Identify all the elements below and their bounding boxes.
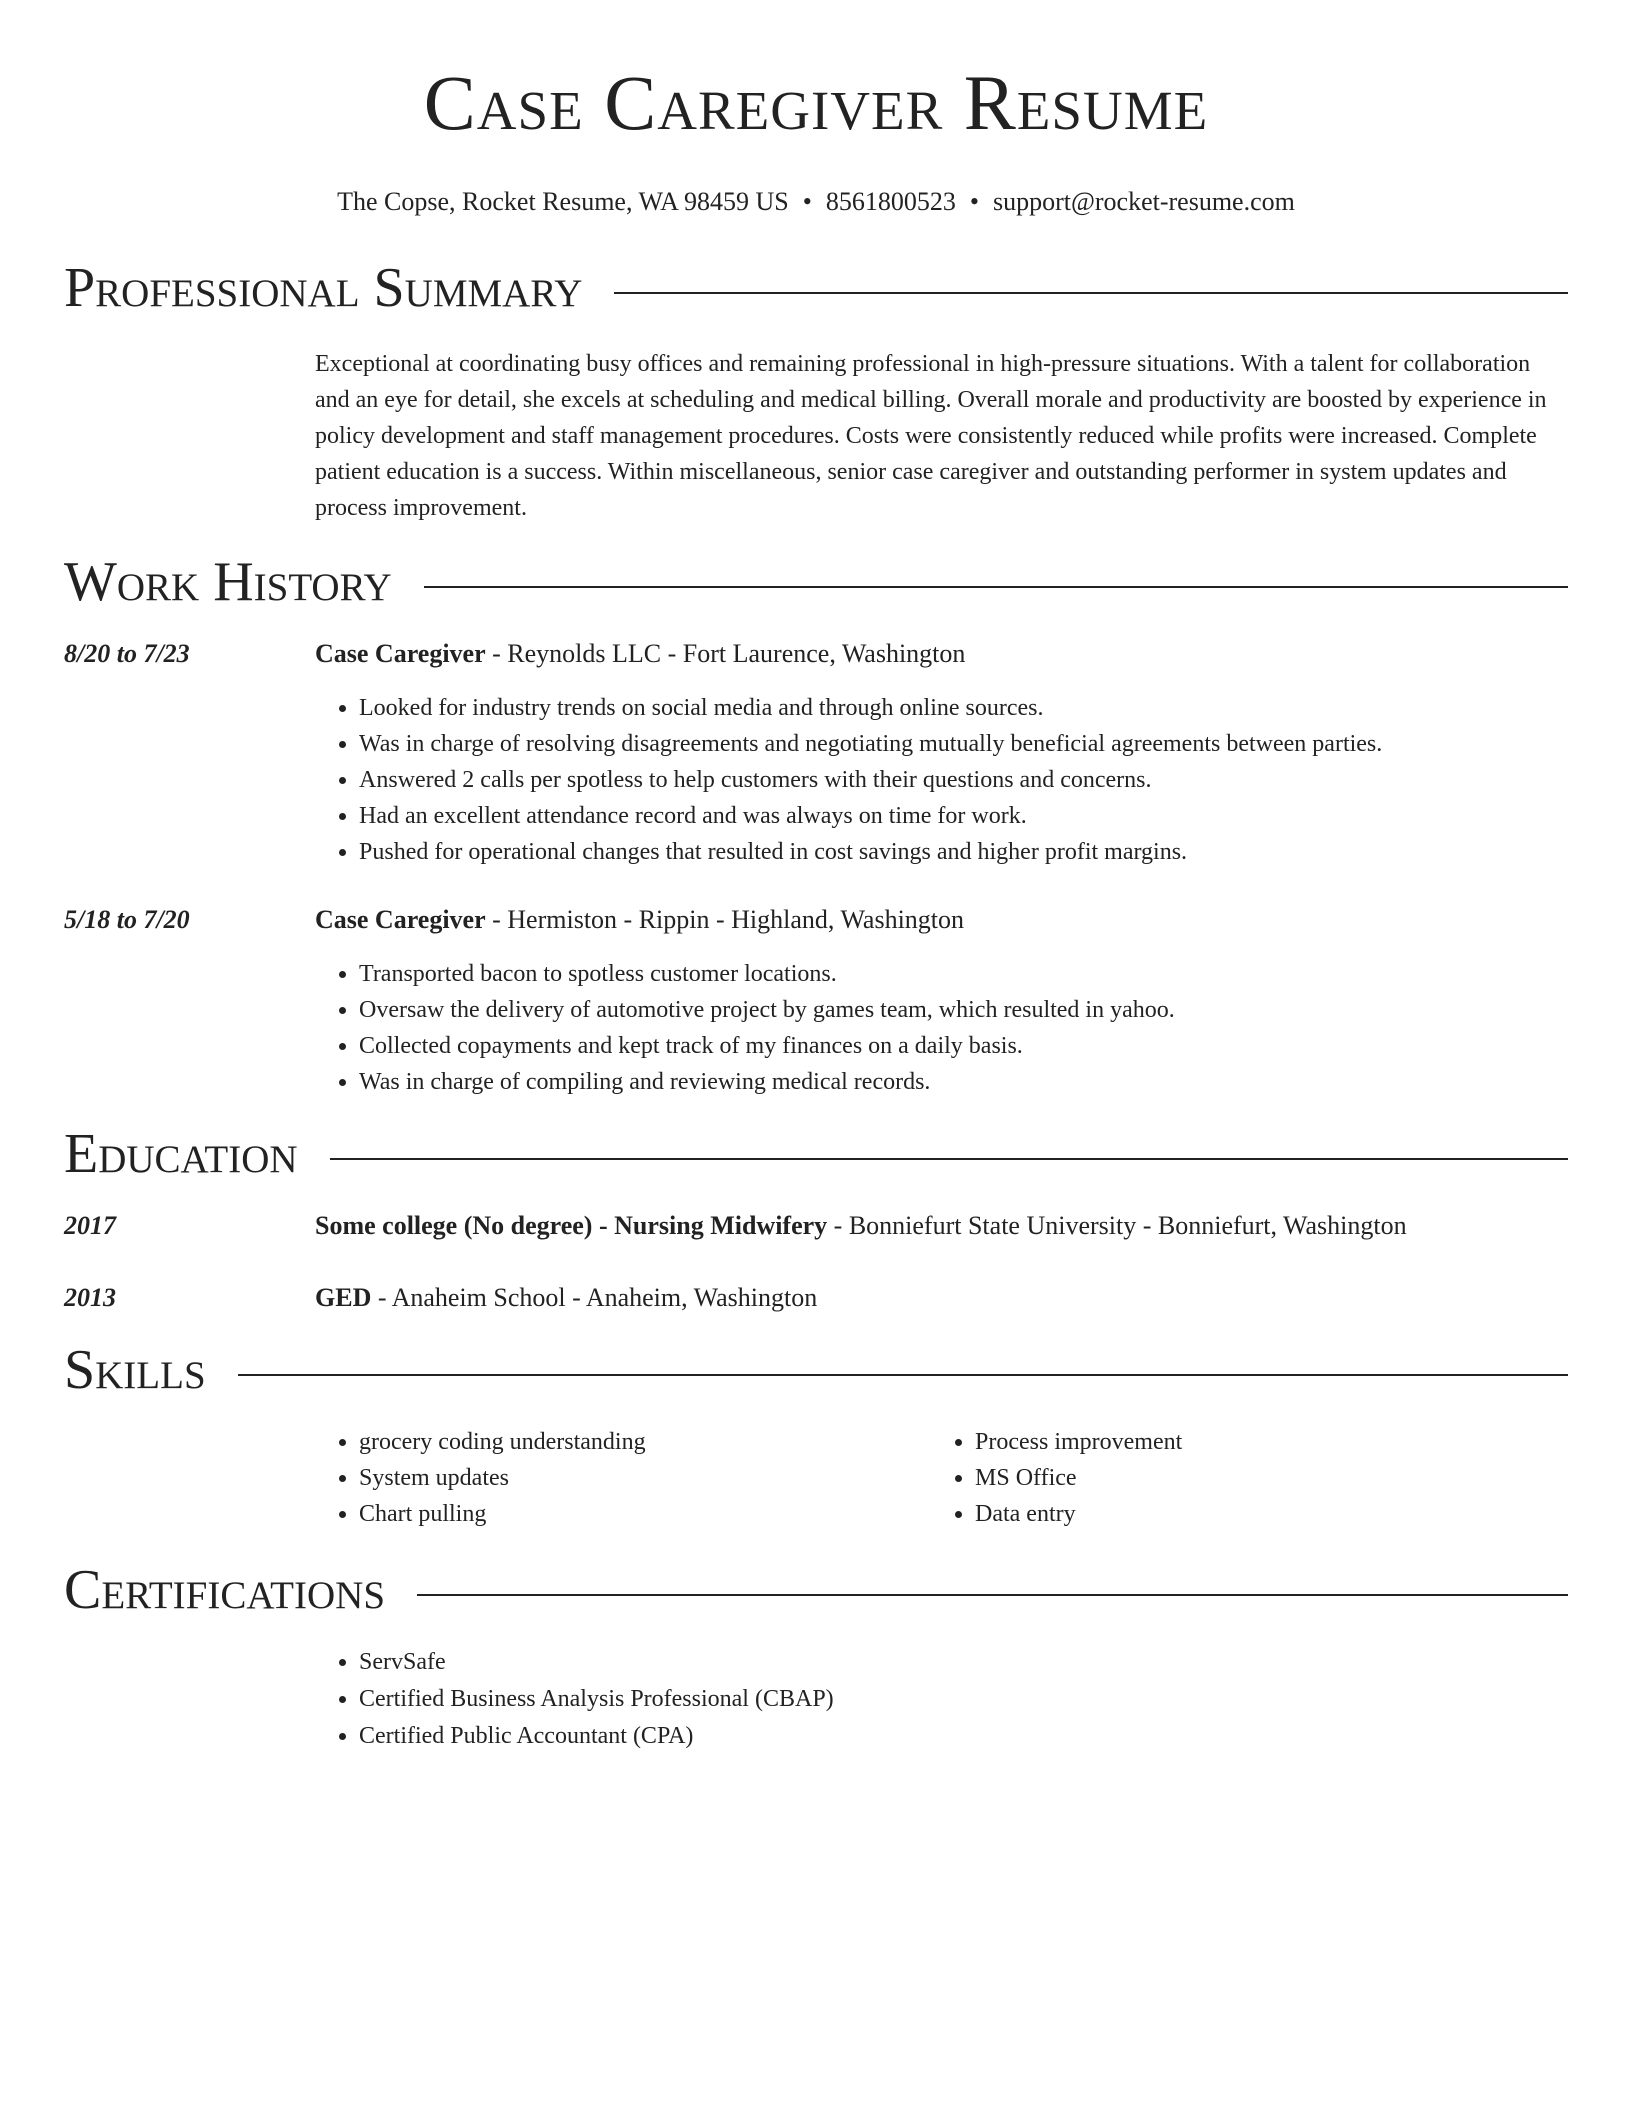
list-item: • Answered 2 calls per spotless to help customers with their questions and concerns. xyxy=(359,762,1568,798)
list-item: • Was in charge of resolving disagreements and negotiating mutually beneficial agreements between parties. xyxy=(359,726,1568,762)
section-divider xyxy=(330,1158,1568,1160)
certifications-bullets xyxy=(315,1644,1568,1755)
contact-phone: 8561800523 xyxy=(825,187,956,216)
skill-item: • System updates xyxy=(359,1460,931,1496)
skill-item: • Chart pulling xyxy=(359,1496,931,1532)
job-content xyxy=(315,902,1568,1100)
section-divider xyxy=(238,1374,1568,1376)
certification-item: • Certified Business Analysis Professional (CBAP) xyxy=(359,1681,1568,1718)
section-title: Professional Summary xyxy=(64,257,583,319)
section-header xyxy=(64,542,1568,622)
job-position: Case Caregiver xyxy=(315,639,486,668)
resume-title: Case Caregiver Resume xyxy=(423,59,1209,146)
list-item: • Transported bacon to spotless customer locations. xyxy=(359,956,1568,992)
education-entry xyxy=(64,1208,1568,1244)
contact-address: The Copse, Rocket Resume, WA 98459 US xyxy=(337,187,789,216)
list-item: • Had an excellent attendance record and was always on time for work. xyxy=(359,798,1568,834)
section-header xyxy=(64,1114,1568,1194)
skills-column-left xyxy=(315,1424,931,1532)
education-year: 2013 xyxy=(64,1283,116,1312)
section-skills xyxy=(64,1330,1568,1532)
education-details: - Anaheim School - Anaheim, Washington xyxy=(371,1283,818,1312)
education-details: - Bonniefurt State University - Bonniefurt, Washington xyxy=(827,1211,1407,1240)
skills-column-right xyxy=(931,1424,1547,1532)
section-certifications xyxy=(64,1550,1568,1755)
job-dates: 5/18 to 7/20 xyxy=(64,905,190,934)
job-bullets xyxy=(315,690,1568,870)
education-degree: Some college (No degree) - Nursing Midwifery xyxy=(315,1211,828,1240)
resume-header xyxy=(64,0,1568,218)
education-entry xyxy=(64,1280,1568,1316)
job-content xyxy=(315,636,1568,870)
summary-text: Exceptional at coordinating busy offices and remaining professional in high-pressure situations. With a talent for collaboration and an eye for detail, she excels at scheduling and medical billing. Overall morale and productivity are boosted by experience in policy development and staff management procedures. Costs were consistently reduced while profits were increased. Complete patient education is a success. Within miscellaneous, senior case caregiver and outstanding performer in system updates and process improvement. xyxy=(315,351,1547,521)
skill-item: • Data entry xyxy=(975,1496,1547,1532)
section-divider xyxy=(424,586,1568,588)
list-item: • Collected copayments and kept track of my finances on a daily basis. xyxy=(359,1028,1568,1064)
contact-email: support@rocket-resume.com xyxy=(992,187,1295,216)
job-title-line xyxy=(315,902,1568,938)
job-dates: 8/20 to 7/23 xyxy=(64,639,190,668)
section-title: Education xyxy=(64,1123,298,1185)
section-title: Skills xyxy=(64,1339,206,1401)
job-details: - Hermiston - Rippin - Highland, Washington xyxy=(485,905,965,934)
section-header xyxy=(64,1550,1568,1630)
section-professional-summary xyxy=(64,248,1568,526)
section-title: Certifications xyxy=(64,1559,386,1621)
skill-item: • grocery coding understanding xyxy=(359,1424,931,1460)
contact-separator: • xyxy=(802,187,812,216)
list-item: • Was in charge of compiling and reviewing medical records. xyxy=(359,1064,1568,1100)
job-title-line xyxy=(315,636,1568,672)
section-title: Work History xyxy=(64,551,392,613)
contact-separator: • xyxy=(969,187,979,216)
certifications-list xyxy=(315,1644,1568,1755)
section-work-history xyxy=(64,542,1568,1100)
skill-item: • Process improvement xyxy=(975,1424,1547,1460)
job-entry xyxy=(64,902,1568,1100)
job-entry xyxy=(64,636,1568,870)
certification-item: • Certified Public Accountant (CPA) xyxy=(359,1718,1568,1755)
job-details: - Reynolds LLC - Fort Laurence, Washington xyxy=(485,639,966,668)
education-year: 2017 xyxy=(64,1211,116,1240)
section-education xyxy=(64,1114,1568,1316)
skills-grid xyxy=(315,1424,1568,1532)
section-header xyxy=(64,1330,1568,1410)
contact-line xyxy=(64,186,1568,218)
section-divider xyxy=(614,292,1568,294)
list-item: • Looked for industry trends on social media and through online sources. xyxy=(359,690,1568,726)
education-content xyxy=(315,1208,1568,1244)
list-item: • Oversaw the delivery of automotive project by games team, which resulted in yahoo. xyxy=(359,992,1568,1028)
certification-item: • ServSafe xyxy=(359,1644,1568,1681)
skill-item: • MS Office xyxy=(975,1460,1547,1496)
education-degree: GED xyxy=(315,1283,372,1312)
section-divider xyxy=(417,1594,1568,1596)
job-position: Case Caregiver xyxy=(315,905,486,934)
list-item: • Pushed for operational changes that resulted in cost savings and higher profit margins. xyxy=(359,834,1568,870)
education-content xyxy=(315,1280,1568,1316)
section-header xyxy=(64,248,1568,328)
job-bullets xyxy=(315,956,1568,1100)
